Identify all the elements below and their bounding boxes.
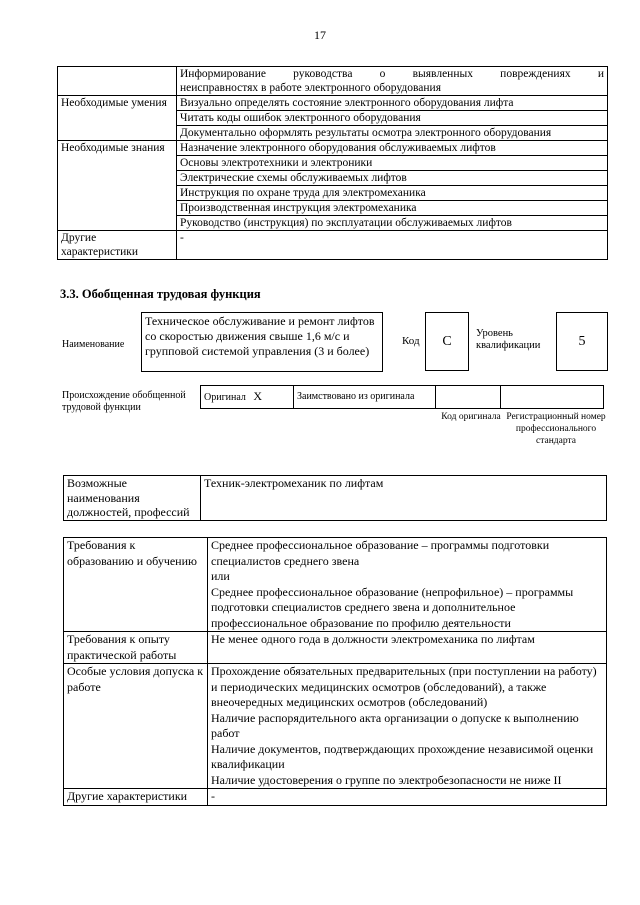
row-item: Документально оформлять результаты осмотра электронного оборудования [177, 126, 608, 141]
row-item: Визуально определять состояние электронного оборудования лифта [177, 96, 608, 111]
origin-original-cell [201, 386, 294, 409]
table-row [201, 386, 604, 409]
req-label: Другие характеристики [64, 789, 208, 806]
req-value: - [208, 789, 607, 806]
origin-label: Происхождение обобщенной трудовой функции [62, 390, 186, 413]
origin-reg-cell [501, 386, 604, 409]
positions-label: Возможные наименования должностей, профессий [64, 476, 201, 521]
row-item: Производственная инструкция электромеханика [177, 201, 608, 216]
caption-reg: Регистрационный номер профессионального стандарта [506, 412, 606, 446]
requirements-table [63, 537, 607, 806]
origin-original-label: Оригинал [204, 392, 246, 403]
table-row [64, 476, 607, 521]
req-line: Наличие удостоверения о группе по электробезопасности не ниже II [211, 772, 562, 787]
origin-borrowed-cell: Заимствовано из оригинала [294, 386, 436, 409]
row-item: Читать коды ошибок электронного оборудования [177, 111, 608, 126]
req-label: Требования к образованию и обучению [64, 538, 208, 632]
req-value [208, 664, 607, 789]
row-item: Назначение электронного оборудования обслуживаемых лифтов [177, 141, 608, 156]
row-item-line: неисправностях в работе электронного оборудования [180, 82, 441, 94]
code-box: С [425, 312, 469, 371]
level-label: Уровень квалификации [476, 328, 541, 351]
section-title: 3.3. Обобщенная трудовая функция [60, 287, 261, 301]
name-label: Наименование [62, 339, 125, 350]
row-item: Руководство (инструкция) по эксплуатации обслуживаемых лифтов [177, 216, 608, 231]
req-label: Особые условия допуска к работе [64, 664, 208, 789]
row-item: Инструкция по охране труда для электромеханика [177, 186, 608, 201]
function-name-box: Техническое обслуживание и ремонт лифтов со скоростью движения свыше 1,6 м/с и групповой системой управления (3 и более) [141, 312, 383, 372]
level-box: 5 [556, 312, 608, 371]
table-row [58, 231, 608, 260]
positions-table [63, 475, 607, 521]
origin-mark: Х [253, 389, 263, 403]
req-line: или [211, 569, 230, 583]
origin-code-cell [436, 386, 501, 409]
req-label: Требования к опыту практической работы [64, 632, 208, 664]
req-line: Среднее профессиональное образование – программы подготовки специалистов среднего звена [211, 538, 550, 568]
skills-knowledge-table [57, 66, 608, 260]
caption-code: Код оригинала [441, 412, 501, 422]
req-line: Прохождение обязательных предварительных (при поступлении на работу) и периодических медицинских осмотров (обследований), а также внеочередных медицинских осмотров (обследований) [211, 664, 597, 709]
origin-table [200, 385, 604, 409]
row-item: Электрические схемы обслуживаемых лифтов [177, 171, 608, 186]
row-item: Основы электротехники и электроники [177, 156, 608, 171]
table-row [64, 632, 607, 664]
row-label: Другие характеристики [58, 231, 177, 260]
row-label: Необходимые умения [58, 96, 177, 141]
page-number: 17 [314, 28, 326, 42]
table-row [58, 67, 608, 96]
row-label [58, 67, 177, 96]
table-row [58, 96, 608, 111]
req-value: Не менее одного года в должности электромеханика по лифтам [208, 632, 607, 664]
table-row [58, 141, 608, 156]
row-label: Необходимые знания [58, 141, 177, 231]
row-item [177, 67, 608, 96]
row-item-line: Информирование руководства о выявленных повреждениях и [180, 68, 604, 80]
req-line: Наличие распорядительного акта организации о допуске к выполнению работ [211, 710, 579, 740]
row-item: - [177, 231, 608, 260]
req-line: Наличие документов, подтверждающих прохождение независимой оценки квалификации [211, 741, 594, 771]
positions-value: Техник-электромеханик по лифтам [201, 476, 607, 521]
code-label: Код [402, 335, 420, 347]
req-line: Среднее профессиональное образование (непрофильное) – программы подготовки специалистов среднего звена и дополнительное профессиональное образование по профилю деятельности [211, 584, 574, 630]
req-value [208, 538, 607, 632]
table-row [64, 789, 607, 806]
table-row [64, 664, 607, 789]
table-row [64, 538, 607, 632]
